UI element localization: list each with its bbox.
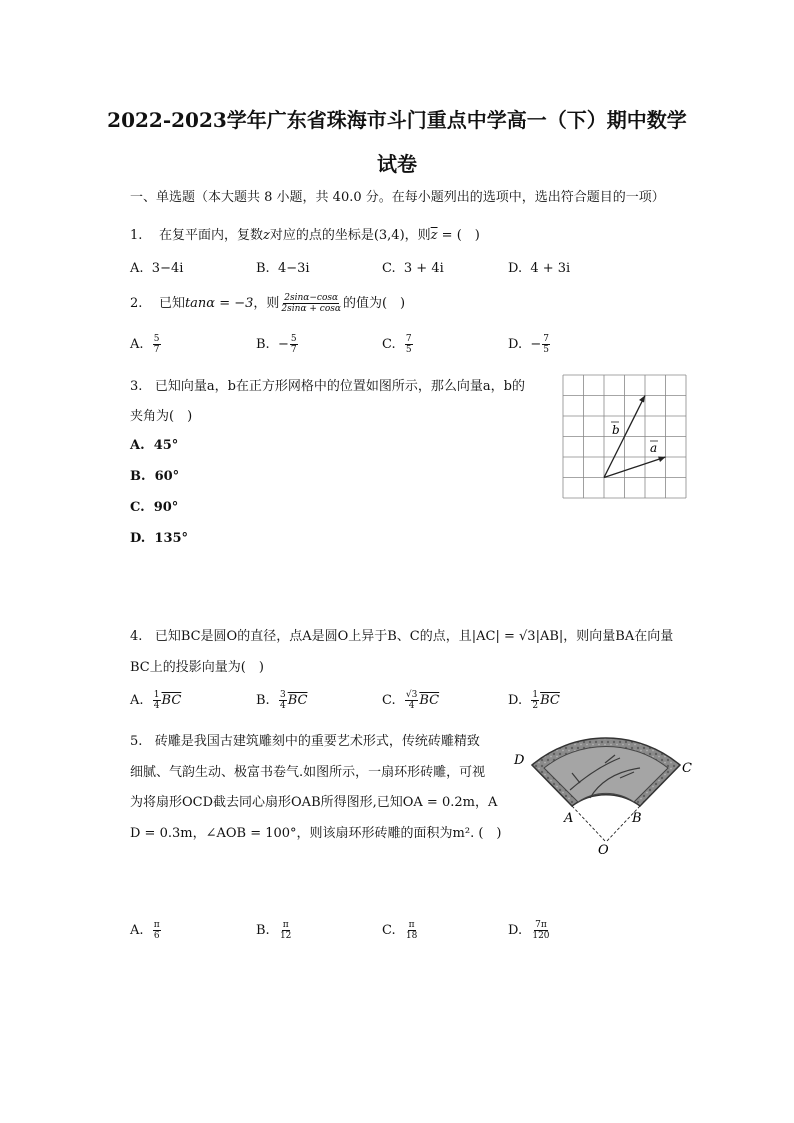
question-2: 2. 已知tanα = −3，则 $\frac{2\sin\alpha-\cos\alpha}{2\sin\alpha + \cos\alpha}$ 的值为( ) [130,293,406,314]
question-5-line4: D = 0.3m，∠AOB = 100°，则该扇环形砖雕的面积为m². ( ) [130,826,502,841]
option-a[interactable]: A. $\frac{1}{4}$ $\overline{BC}$ [130,690,182,711]
option-a[interactable]: A. 3−4i [130,261,184,276]
section-header: 一、单选题（本大题共 8 小题，共 40.0 分。在每小题列出的选项中，选出符合题目的一项） [130,190,665,205]
label-b: b [612,423,620,437]
option-d[interactable]: D. 4 + 3i [508,261,571,276]
question-4-line2: BC上的投影向量为( ) [130,660,264,675]
q2-condition: tanα = −3 [184,296,254,311]
question-number: 2. [130,296,143,311]
label-d: D [514,753,525,768]
option-d[interactable]: D. $\frac{7\pi}{120}$ [508,920,550,941]
q2-fraction: $\frac{2\sin\alpha-\cos\alpha}{2\sin\alpha + \cos\alpha}$ [281,293,341,314]
option-a[interactable]: A. $\frac{5}{7}$ [130,334,160,355]
label-a: A [564,811,574,826]
option-b[interactable]: B. − $\frac{5}{7}$ [256,334,297,355]
question-5-line3: 为将扇形OCD截去同心扇形OAB所得图形,已知OA = 0.2m，A [130,795,498,810]
option-c[interactable]: C. $\frac{√3}{4}$ $\overline{BC}$ [382,690,440,711]
q1-point: (3,4) [373,228,405,243]
q1-zbar: $\overline{z}$ [430,228,438,243]
option-b[interactable]: B. 4−3i [256,261,310,276]
q1-then: ，则 [404,228,431,243]
vector-grid-figure [562,374,690,499]
question-number: 5. [130,734,143,749]
option-b[interactable]: B. $\frac{3}{4}$ $\overline{BC}$ [256,690,308,711]
q1-text-mid: 对应的点的坐标是 [269,228,374,243]
option-c[interactable]: C. 3 + 4i [382,261,444,276]
option-d[interactable]: D. $\frac{1}{2}$ $\overline{BC}$ [508,690,560,711]
question-4: 4. 已知BC是圆O的直径，点A是圆O上异于B、C的点，且|AC| = √3|AB|，则向量BA在向量 [130,629,674,644]
question-number: 4. [130,629,143,644]
question-5-line2: 细腻、气韵生动、极富书卷气.如图所示，一扇环形砖雕，可视 [130,765,486,780]
question-3: 3. 已知向量a，b在正方形网格中的位置如图所示，那么向量a，b的 [130,379,525,394]
page-title: 2022-2023学年广东省珠海市斗门重点中学高一（下）期中数学 [107,108,687,132]
option-d[interactable]: D. − $\frac{7}{5}$ [508,334,549,355]
q1-tail: = ( ) [437,228,480,243]
label-o: O [598,843,609,858]
label-b: B [632,811,642,826]
page-title-line2: 试卷 [377,152,417,176]
q1-text-pre: 在复平面内，复数 [158,228,263,243]
vector-b-arrowhead [639,396,645,403]
label-a: a [650,441,658,455]
option-b[interactable]: B. 60° [130,469,180,484]
option-d[interactable]: D. 135° [130,531,189,546]
question-number: 1. [130,228,143,243]
question-1 [130,224,480,243]
option-b[interactable]: B. $\frac{\pi}{12}$ [256,920,292,941]
label-c: C [682,761,692,776]
option-c[interactable]: C. $\frac{\pi}{18}$ [382,920,418,941]
radius-oa [572,806,606,842]
option-a[interactable]: A. $\frac{\pi}{6}$ [130,920,160,941]
question-number: 3. [130,379,143,394]
question-5: 5. 砖雕是我国古建筑雕刻中的重要艺术形式，传统砖雕精致 [130,734,480,749]
q1-z: z [262,228,270,243]
brick-carving-figure [510,728,700,858]
vector-a-arrowhead [658,457,666,463]
option-c[interactable]: C. 90° [130,500,179,515]
option-c[interactable]: C. $\frac{7}{5}$ [382,334,412,355]
option-a[interactable]: A. 45° [130,438,179,453]
question-3-line2: 夹角为( ) [130,409,193,424]
